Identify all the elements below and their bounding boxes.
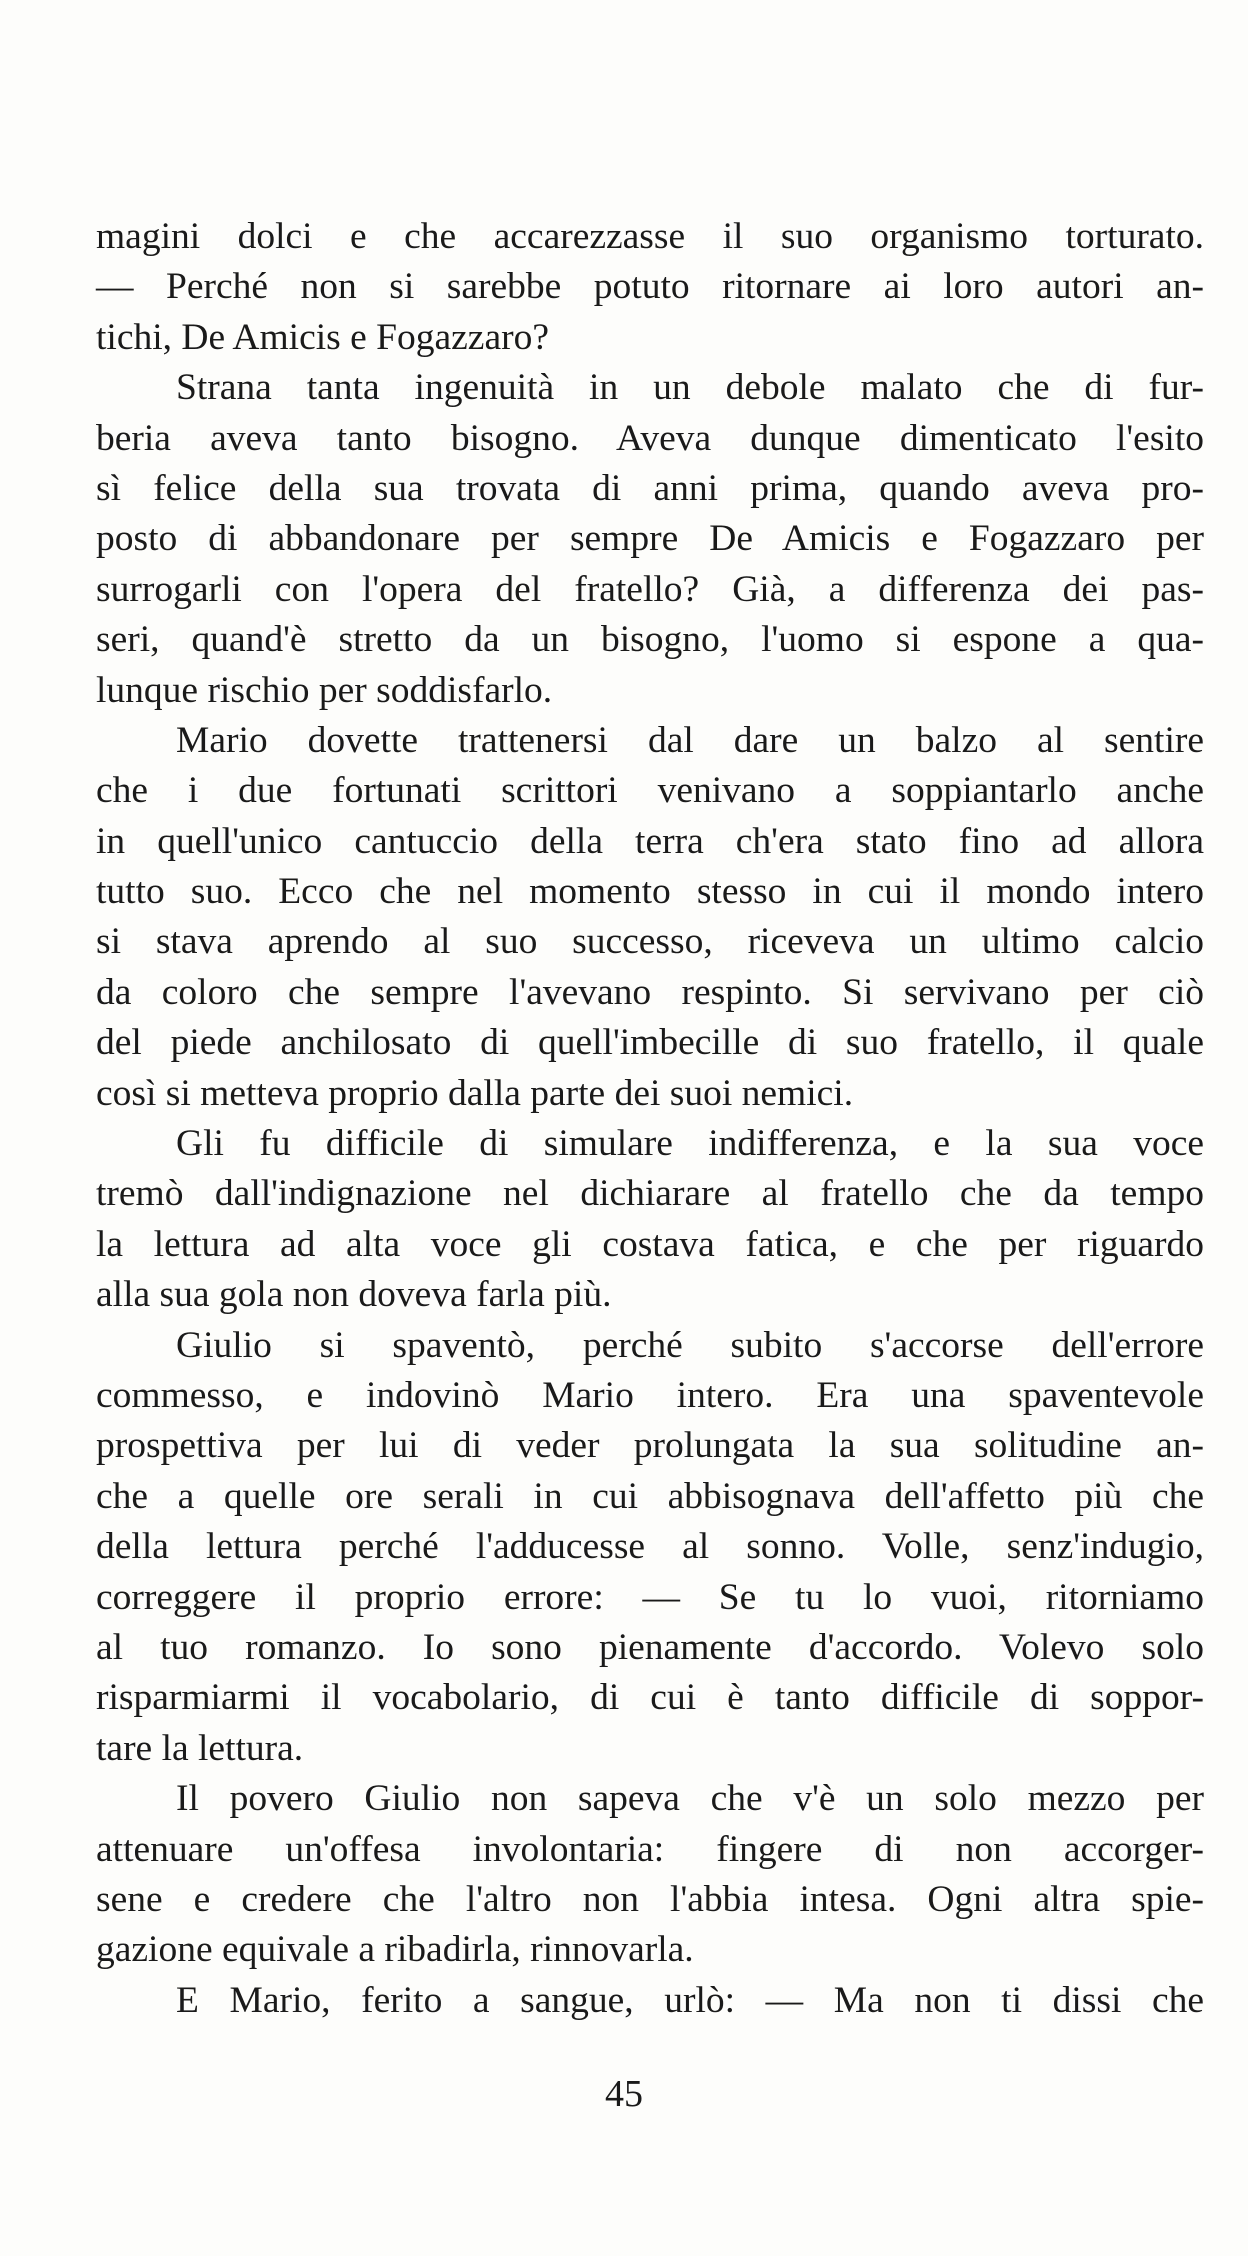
- text-line: Giulio si spaventò, perché subito s'accorse dell'errore: [176, 1324, 1204, 1366]
- text-line: magini dolci e che accarezzasse il suo organismo torturato.: [96, 216, 1204, 257]
- text-line: tichi, De Amicis e Fogazzaro?: [96, 316, 549, 358]
- text-line: che i due fortunati scrittori venivano a soppiantarlo anche: [96, 770, 1204, 812]
- page-number: 45: [605, 2073, 643, 2115]
- text-line: Strana tanta ingenuità in un debole malato che di fur-: [176, 367, 1204, 409]
- text-line: E Mario, ferito a sangue, urlò: — Ma non ti dissi che: [176, 1979, 1204, 2021]
- text-line: della lettura perché l'adducesse al sonno. Volle, senz'indugio,: [96, 1526, 1204, 1568]
- text-line: del piede anchilosato di quell'imbecille di suo fratello, il quale: [96, 1022, 1204, 1064]
- body-text: [96, 212, 1204, 2026]
- text-line: surrogarli con l'opera del fratello? Già, a differenza dei pas-: [96, 568, 1204, 610]
- text-line: posto di abbandonare per sempre De Amicis e Fogazzaro per: [96, 518, 1204, 560]
- text-line: risparmiarmi il vocabolario, di cui è tanto difficile di soppor-: [96, 1677, 1204, 1719]
- text-line: correggere il proprio errore: — Se tu lo vuoi, ritorniamo: [96, 1576, 1204, 1618]
- text-line: Gli fu difficile di simulare indifferenza, e la sua voce: [176, 1123, 1204, 1165]
- text-line: beria aveva tanto bisogno. Aveva dunque dimenticato l'esito: [96, 417, 1204, 459]
- text-line: tare la lettura.: [96, 1727, 304, 1769]
- text-line: tremò dall'indignazione nel dichiarare al fratello che da tempo: [96, 1173, 1204, 1215]
- text-line: sì felice della sua trovata di anni prima, quando aveva pro-: [96, 467, 1204, 509]
- text-line: si stava aprendo al suo successo, riceveva un ultimo calcio: [96, 921, 1204, 963]
- text-line: che a quelle ore serali in cui abbisognava dell'affetto più che: [96, 1475, 1204, 1517]
- text-line: — Perché non si sarebbe potuto ritornare ai loro autori an-: [96, 266, 1204, 308]
- text-line: sene e credere che l'altro non l'abbia intesa. Ogni altra spie-: [96, 1878, 1204, 1920]
- text-line: così si metteva proprio dalla parte dei suoi nemici.: [96, 1072, 854, 1114]
- text-line: al tuo romanzo. Io sono pienamente d'accordo. Volevo solo: [96, 1626, 1204, 1668]
- text-line: seri, quand'è stretto da un bisogno, l'uomo si espone a qua-: [96, 619, 1204, 661]
- text-line: prospettiva per lui di veder prolungata la sua solitudine an-: [96, 1425, 1204, 1467]
- text-line: commesso, e indovinò Mario intero. Era una spaventevole: [96, 1374, 1204, 1416]
- text-line: lunque rischio per soddisfarlo.: [96, 669, 553, 711]
- text-line: tutto suo. Ecco che nel momento stesso in cui il mondo intero: [96, 871, 1204, 913]
- text-line: Mario dovette trattenersi dal dare un balzo al sentire: [176, 719, 1204, 761]
- text-line: attenuare un'offesa involontaria: fingere di non accorger-: [96, 1828, 1204, 1870]
- text-line: alla sua gola non doveva farla più.: [96, 1274, 612, 1316]
- text-line: la lettura ad alta voce gli costava fatica, e che per riguardo: [96, 1223, 1204, 1265]
- text-line: Il povero Giulio non sapeva che v'è un solo mezzo per: [176, 1778, 1204, 1820]
- text-line: in quell'unico cantuccio della terra ch'era stato fino ad allora: [96, 820, 1204, 862]
- text-line: da coloro che sempre l'avevano respinto. Si servivano per ciò: [96, 971, 1204, 1013]
- text-line: gazione equivale a ribadirla, rinnovarla.: [96, 1929, 694, 1971]
